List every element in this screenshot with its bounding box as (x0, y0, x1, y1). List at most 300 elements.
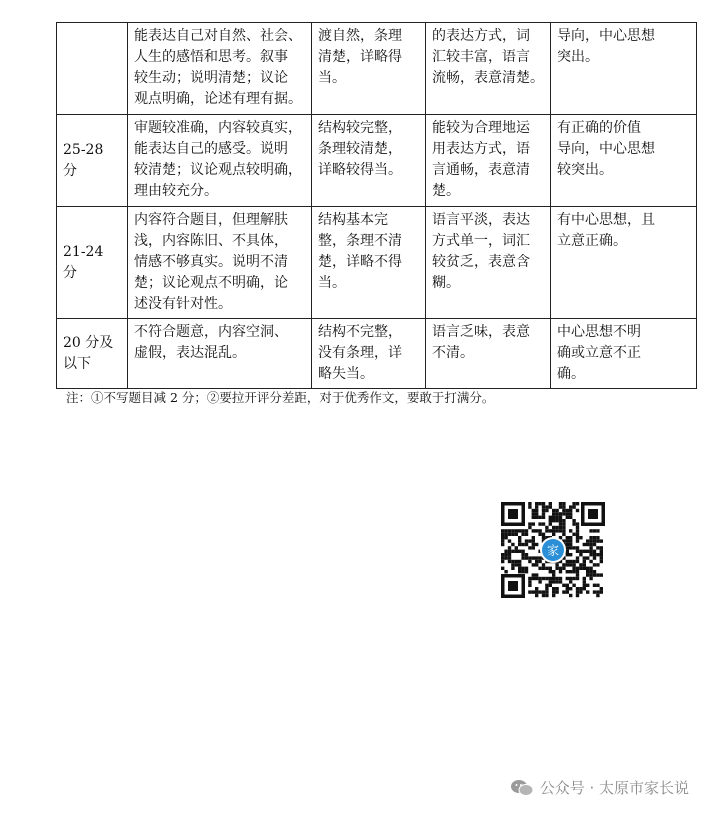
qr-module (532, 577, 535, 580)
language-criteria: 能较为合理地运 用表达方式，语 言通畅，表意清 楚。 (432, 120, 530, 199)
qr-module (569, 553, 572, 556)
qr-module (518, 563, 521, 566)
qr-module (532, 512, 535, 515)
score-cell (57, 319, 128, 389)
qr-module (600, 560, 603, 563)
qr-module (542, 567, 545, 570)
qr-module (504, 550, 507, 553)
qr-module (535, 590, 538, 593)
qr-module (518, 536, 521, 539)
qr-center-text: 家 (546, 543, 560, 558)
qr-module (538, 502, 541, 505)
qr-module (525, 543, 528, 546)
qr-module (552, 577, 555, 580)
thought-cell (551, 23, 697, 115)
qr-module (535, 529, 538, 532)
qr-module (521, 553, 524, 556)
qr-module (566, 546, 569, 549)
qr-module (528, 580, 531, 583)
qr-module (555, 519, 558, 522)
qr-module (566, 560, 569, 563)
qr-module (511, 543, 514, 546)
qr-module (545, 577, 548, 580)
qr-module (572, 570, 575, 573)
qr-module (600, 553, 603, 556)
qr-module (511, 550, 514, 553)
score-cell (57, 23, 128, 115)
qr-module (521, 543, 524, 546)
qr-module (569, 512, 572, 515)
qr-module (566, 577, 569, 580)
qr-module (566, 512, 569, 515)
thought-criteria: 导向，中心思想 突出。 (557, 28, 655, 65)
qr-module (555, 529, 558, 532)
qr-module (535, 556, 538, 559)
qr-module (586, 584, 589, 587)
qr-module (521, 533, 524, 536)
qr-module (542, 536, 545, 539)
content-cell (128, 207, 312, 319)
qr-module (572, 584, 575, 587)
qr-module (559, 529, 562, 532)
qr-module (600, 539, 603, 542)
score-label: 21-24 分 (63, 243, 104, 281)
qr-module (586, 590, 589, 593)
qr-module (589, 553, 592, 556)
content-cell (128, 115, 312, 207)
qr-module (518, 539, 521, 542)
qr-module (569, 560, 572, 563)
qr-module (600, 550, 603, 553)
qr-module (508, 553, 511, 556)
qr-module (545, 590, 548, 593)
thought-criteria: 中心思想不明 确或立意不正 确。 (557, 324, 641, 382)
qr-module (593, 556, 596, 559)
qr-module (501, 533, 504, 536)
qr-module (518, 550, 521, 553)
qr-module (593, 584, 596, 587)
qr-module (504, 553, 507, 556)
qr-module (562, 584, 565, 587)
qr-module (583, 560, 586, 563)
qr-module (542, 563, 545, 566)
qr-module (559, 522, 562, 525)
qr-module (589, 539, 592, 542)
qr-module (538, 590, 541, 593)
content-criteria: 不符合题意，内容空洞、 虚假，表达混乱。 (134, 324, 288, 361)
qr-module (586, 550, 589, 553)
qr-module (555, 577, 558, 580)
qr-module (586, 539, 589, 542)
qr-module (538, 567, 541, 570)
qr-module (562, 590, 565, 593)
qr-module (576, 570, 579, 573)
qr-module (549, 505, 552, 508)
qr-module (518, 529, 521, 532)
qr-module (562, 526, 565, 529)
qr-module (549, 577, 552, 580)
qr-module (528, 577, 531, 580)
qr-module (525, 529, 528, 532)
qr-module (515, 529, 518, 532)
qr-module (515, 560, 518, 563)
qr-module (555, 567, 558, 570)
qr-module (593, 550, 596, 553)
qr-module (569, 536, 572, 539)
qr-module (569, 580, 572, 583)
qr-module (549, 522, 552, 525)
qr-module (566, 570, 569, 573)
qr-module (511, 567, 514, 570)
qr-module (589, 573, 592, 576)
score-label: 25-28 分 (63, 141, 104, 179)
qr-module (525, 556, 528, 559)
qr-module (596, 539, 599, 542)
qr-module (538, 577, 541, 580)
qr-module (552, 529, 555, 532)
qr-module (566, 553, 569, 556)
qr-module (562, 529, 565, 532)
qr-module (555, 590, 558, 593)
score-cell (57, 207, 128, 319)
qr-module (538, 560, 541, 563)
qr-module (589, 529, 592, 532)
qr-module (572, 522, 575, 525)
qr-module (555, 516, 558, 519)
qr-module (586, 573, 589, 576)
qr-module (562, 519, 565, 522)
qr-module (572, 577, 575, 580)
qr-module (579, 590, 582, 593)
qr-module (501, 536, 504, 539)
qr-module (572, 502, 575, 505)
qr-code[interactable] (499, 500, 607, 600)
qr-module (596, 553, 599, 556)
qr-module (583, 580, 586, 583)
qr-module (508, 556, 511, 559)
thought-cell (551, 207, 697, 319)
qr-module (569, 509, 572, 512)
qr-module (579, 550, 582, 553)
qr-module (549, 570, 552, 573)
qr-module (583, 563, 586, 566)
qr-module (576, 550, 579, 553)
qr-module (600, 587, 603, 590)
qr-module (552, 519, 555, 522)
finder-pattern-top-right (581, 502, 605, 526)
qr-module (586, 556, 589, 559)
qr-module (566, 587, 569, 590)
qr-module (552, 587, 555, 590)
qr-module (511, 529, 514, 532)
qr-module (532, 563, 535, 566)
qr-module (535, 502, 538, 505)
qr-module (508, 546, 511, 549)
qr-module (521, 529, 524, 532)
qr-module (508, 529, 511, 532)
qr-module (518, 567, 521, 570)
qr-module (589, 546, 592, 549)
qr-module (562, 512, 565, 515)
qr-module (545, 505, 548, 508)
qr-module (596, 590, 599, 593)
qr-module (555, 563, 558, 566)
qr-module (593, 570, 596, 573)
qr-module (515, 550, 518, 553)
qr-module (576, 590, 579, 593)
qr-module (576, 567, 579, 570)
watermark-text: 公众号 · 太原市家长说 (539, 779, 689, 797)
qr-module (559, 516, 562, 519)
qr-module (569, 594, 572, 597)
table-row (57, 115, 697, 207)
structure-criteria: 渡自然，条理 清楚，详略得 当。 (318, 28, 402, 86)
structure-cell (312, 319, 426, 389)
qr-module (593, 543, 596, 546)
qr-module (535, 594, 538, 597)
qr-module (566, 590, 569, 593)
qr-module (508, 560, 511, 563)
qr-module (515, 546, 518, 549)
qr-module (576, 573, 579, 576)
qr-module (535, 543, 538, 546)
qr-module (593, 573, 596, 576)
qr-module (559, 519, 562, 522)
qr-module (532, 516, 535, 519)
qr-module (572, 563, 575, 566)
qr-module (545, 526, 548, 529)
qr-module (515, 533, 518, 536)
qr-module (569, 505, 572, 508)
content-criteria: 能表达自己对自然、社会、 人生的感悟和思考。叙事 较生动；说明清楚；议论 观点明确，论述有理有据。 (134, 28, 302, 107)
qr-module (549, 516, 552, 519)
qr-module (545, 584, 548, 587)
qr-module (576, 502, 579, 505)
qr-module (583, 587, 586, 590)
qr-module (521, 570, 524, 573)
qr-module (542, 516, 545, 519)
qr-module (576, 594, 579, 597)
language-cell (426, 23, 551, 115)
thought-cell (551, 115, 697, 207)
qr-module (555, 526, 558, 529)
structure-cell (312, 115, 426, 207)
qr-module (549, 584, 552, 587)
qr-module (572, 533, 575, 536)
table-row (57, 23, 697, 115)
qr-module (518, 543, 521, 546)
qr-module (552, 580, 555, 583)
qr-module (600, 590, 603, 593)
qr-module (542, 502, 545, 505)
qr-module (535, 509, 538, 512)
qr-module (528, 560, 531, 563)
content-cell (128, 23, 312, 115)
qr-module (579, 567, 582, 570)
grading-table (56, 22, 697, 389)
qr-module (589, 543, 592, 546)
qr-module (589, 550, 592, 553)
qr-module (552, 509, 555, 512)
qr-module (528, 502, 531, 505)
finder-pattern-top-left (501, 502, 525, 526)
structure-cell (312, 207, 426, 319)
qr-module (555, 580, 558, 583)
qr-module (576, 536, 579, 539)
structure-criteria: 结构较完整， 条理较清楚， 详略较得当。 (318, 120, 402, 178)
qr-module (549, 519, 552, 522)
qr-module (579, 563, 582, 566)
qr-module (586, 567, 589, 570)
qr-module (504, 533, 507, 536)
qr-module (532, 529, 535, 532)
qr-module (569, 587, 572, 590)
qr-module (528, 556, 531, 559)
qr-module (542, 577, 545, 580)
qr-module (593, 590, 596, 593)
qr-module (589, 560, 592, 563)
qr-module (576, 546, 579, 549)
wechat-icon (510, 779, 534, 797)
qr-module (566, 539, 569, 542)
qr-module (528, 546, 531, 549)
qr-module (600, 546, 603, 549)
qr-module (583, 577, 586, 580)
qr-module (552, 516, 555, 519)
qr-module (569, 516, 572, 519)
thought-cell (551, 319, 697, 389)
qr-module (552, 533, 555, 536)
qr-module (593, 539, 596, 542)
qr-module (542, 522, 545, 525)
qr-module (576, 539, 579, 542)
qr-module (569, 539, 572, 542)
qr-module (525, 567, 528, 570)
qr-module (562, 505, 565, 508)
qr-module (535, 560, 538, 563)
qr-module (566, 536, 569, 539)
qr-module (552, 526, 555, 529)
qr-module (538, 529, 541, 532)
qr-module (542, 505, 545, 508)
qr-module (559, 567, 562, 570)
qr-module (528, 590, 531, 593)
qr-module (545, 594, 548, 597)
qr-module (535, 512, 538, 515)
qr-module (572, 505, 575, 508)
thought-criteria: 有正确的价值 导向，中心思想 较突出。 (557, 120, 655, 178)
qr-module (596, 584, 599, 587)
qr-module (593, 553, 596, 556)
language-cell (426, 207, 551, 319)
qr-module (521, 556, 524, 559)
qr-module (525, 533, 528, 536)
qr-module (562, 509, 565, 512)
qr-module (535, 516, 538, 519)
qr-module (569, 529, 572, 532)
watermark (510, 777, 689, 798)
qr-module (528, 505, 531, 508)
qr-module (501, 539, 504, 542)
qr-module (566, 584, 569, 587)
qr-module (572, 546, 575, 549)
qr-module (566, 516, 569, 519)
qr-module (562, 567, 565, 570)
qr-module (596, 573, 599, 576)
qr-module (538, 522, 541, 525)
qr-module (532, 522, 535, 525)
qr-module (525, 570, 528, 573)
qr-module (593, 536, 596, 539)
qr-module (535, 563, 538, 566)
qr-module (596, 594, 599, 597)
qr-module (549, 567, 552, 570)
qr-module (501, 543, 504, 546)
qr-module (589, 567, 592, 570)
qr-module (559, 580, 562, 583)
qr-module (586, 543, 589, 546)
language-criteria: 语言平淡，表达 方式单一，词汇 较贫乏，表意含 糊。 (432, 212, 530, 291)
qr-module (562, 533, 565, 536)
score-label: 20 分及 以下 (63, 334, 114, 372)
language-criteria: 语言乏味，表意 不清。 (432, 324, 530, 361)
qr-module (542, 512, 545, 515)
qr-module (569, 563, 572, 566)
qr-module (552, 512, 555, 515)
qr-module (552, 594, 555, 597)
qr-module (576, 577, 579, 580)
qr-module (569, 577, 572, 580)
qr-module (579, 587, 582, 590)
qr-module (511, 560, 514, 563)
qr-module (501, 560, 504, 563)
qr-module (583, 543, 586, 546)
qr-module (532, 539, 535, 542)
qr-module (593, 529, 596, 532)
qr-module (562, 522, 565, 525)
qr-module (542, 590, 545, 593)
qr-module (559, 526, 562, 529)
qr-module (576, 529, 579, 532)
qr-module (545, 509, 548, 512)
content-cell (128, 319, 312, 389)
qr-module (589, 577, 592, 580)
qr-module (552, 573, 555, 576)
qr-module (538, 516, 541, 519)
qr-module (559, 570, 562, 573)
qr-module (501, 529, 504, 532)
qr-module (572, 560, 575, 563)
language-cell (426, 319, 551, 389)
qr-module (504, 556, 507, 559)
language-cell (426, 115, 551, 207)
qr-module (528, 539, 531, 542)
qr-module (542, 509, 545, 512)
qr-module (532, 590, 535, 593)
qr-module (566, 563, 569, 566)
structure-criteria: 结构基本完 整，条理不清 楚，详略不得 当。 (318, 212, 402, 291)
qr-module (552, 570, 555, 573)
qr-module (555, 512, 558, 515)
qr-module (572, 519, 575, 522)
qr-module (576, 522, 579, 525)
qr-module (589, 570, 592, 573)
qr-module (596, 563, 599, 566)
qr-module (532, 546, 535, 549)
qr-module (515, 563, 518, 566)
finder-pattern-bottom-left (501, 574, 525, 598)
thought-criteria: 有中心思想，且 立意正确。 (557, 212, 655, 249)
